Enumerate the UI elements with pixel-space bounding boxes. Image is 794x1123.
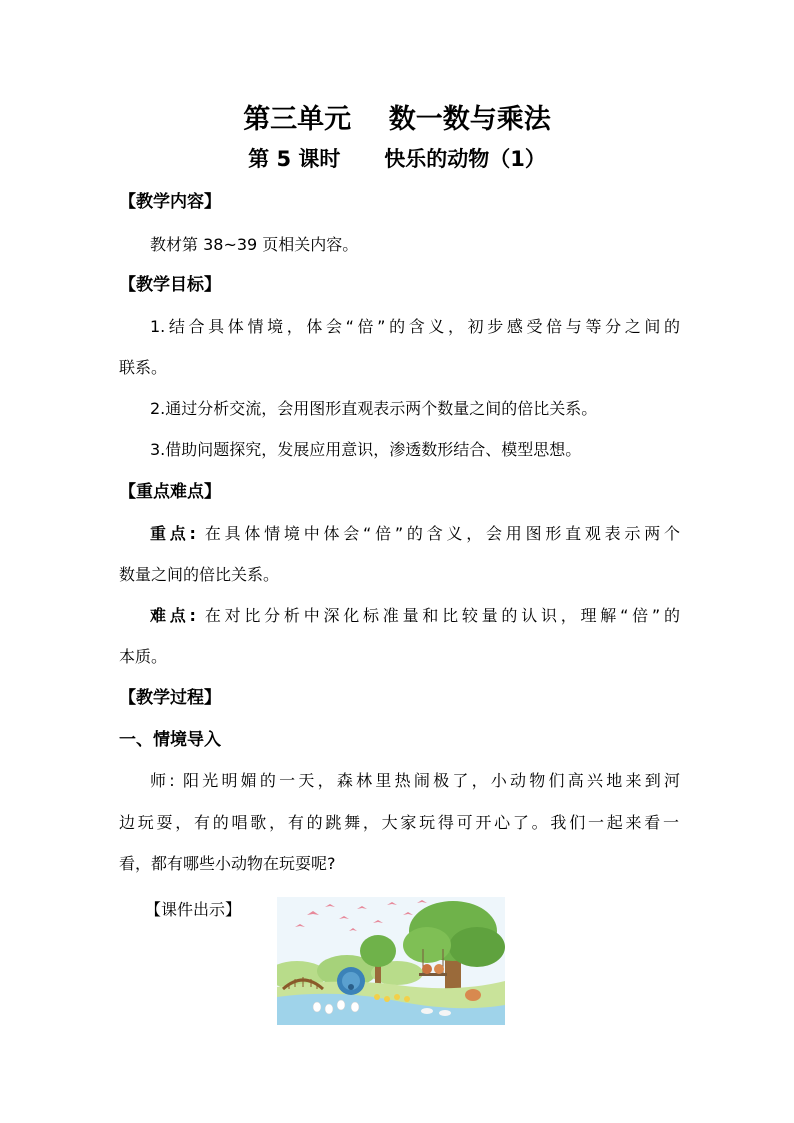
goal-item-3: 3.借助问题探究，发展应用意识，渗透数形结合、模型思想。: [150, 440, 582, 459]
intro-paragraph-line-1: 师: 阳光明媚的一天，森林里热闹极了，小动物们高兴地来到河: [150, 771, 680, 790]
intro-paragraph-line-3: 看，都有哪些小动物在玩耍呢?: [119, 854, 336, 873]
part1-heading: 一、情境导入: [119, 730, 221, 750]
goal-item-1-line-2: 联系。: [119, 358, 168, 377]
courseware-label: 【课件出示】: [145, 900, 242, 919]
key-point-text: 在具体情境中体会“倍”的含义，会用图形直观表示两个: [195, 524, 680, 543]
key-point-line-1: [150, 522, 680, 546]
key-point-line-2: 数量之间的倍比关系。: [119, 565, 280, 584]
lesson-title: 第 5 课时 快乐的动物（1）: [248, 147, 546, 171]
difficult-point-text: 在对比分析中深化标准量和比较量的认识，理解“倍”的: [195, 606, 680, 625]
section-heading-process: 【教学过程】: [119, 688, 221, 708]
key-point-label: 重点:: [150, 524, 196, 543]
content-text: 教材第 38~39 页相关内容。: [150, 235, 359, 254]
section-heading-goals: 【教学目标】: [119, 275, 221, 295]
unit-title: 第三单元 数一数与乘法: [243, 104, 551, 135]
forest-river-animals-illustration: [277, 897, 505, 1025]
goal-item-1-line-1: 1.结合具体情境，体会“倍”的含义，初步感受倍与等分之间的: [150, 317, 680, 336]
section-heading-content: 【教学内容】: [119, 192, 221, 212]
section-heading-keypoints: 【重点难点】: [119, 482, 221, 502]
difficult-point-line-2: 本质。: [119, 647, 168, 666]
difficult-point-label: 难点:: [150, 606, 196, 625]
goal-item-2: 2.通过分析交流，会用图形直观表示两个数量之间的倍比关系。: [150, 399, 598, 418]
illustration-svg: [277, 897, 505, 1025]
difficult-point-line-1: [150, 604, 680, 628]
intro-paragraph-line-2: 边玩耍，有的唱歌，有的跳舞，大家玩得可开心了。我们一起来看一: [119, 813, 679, 832]
